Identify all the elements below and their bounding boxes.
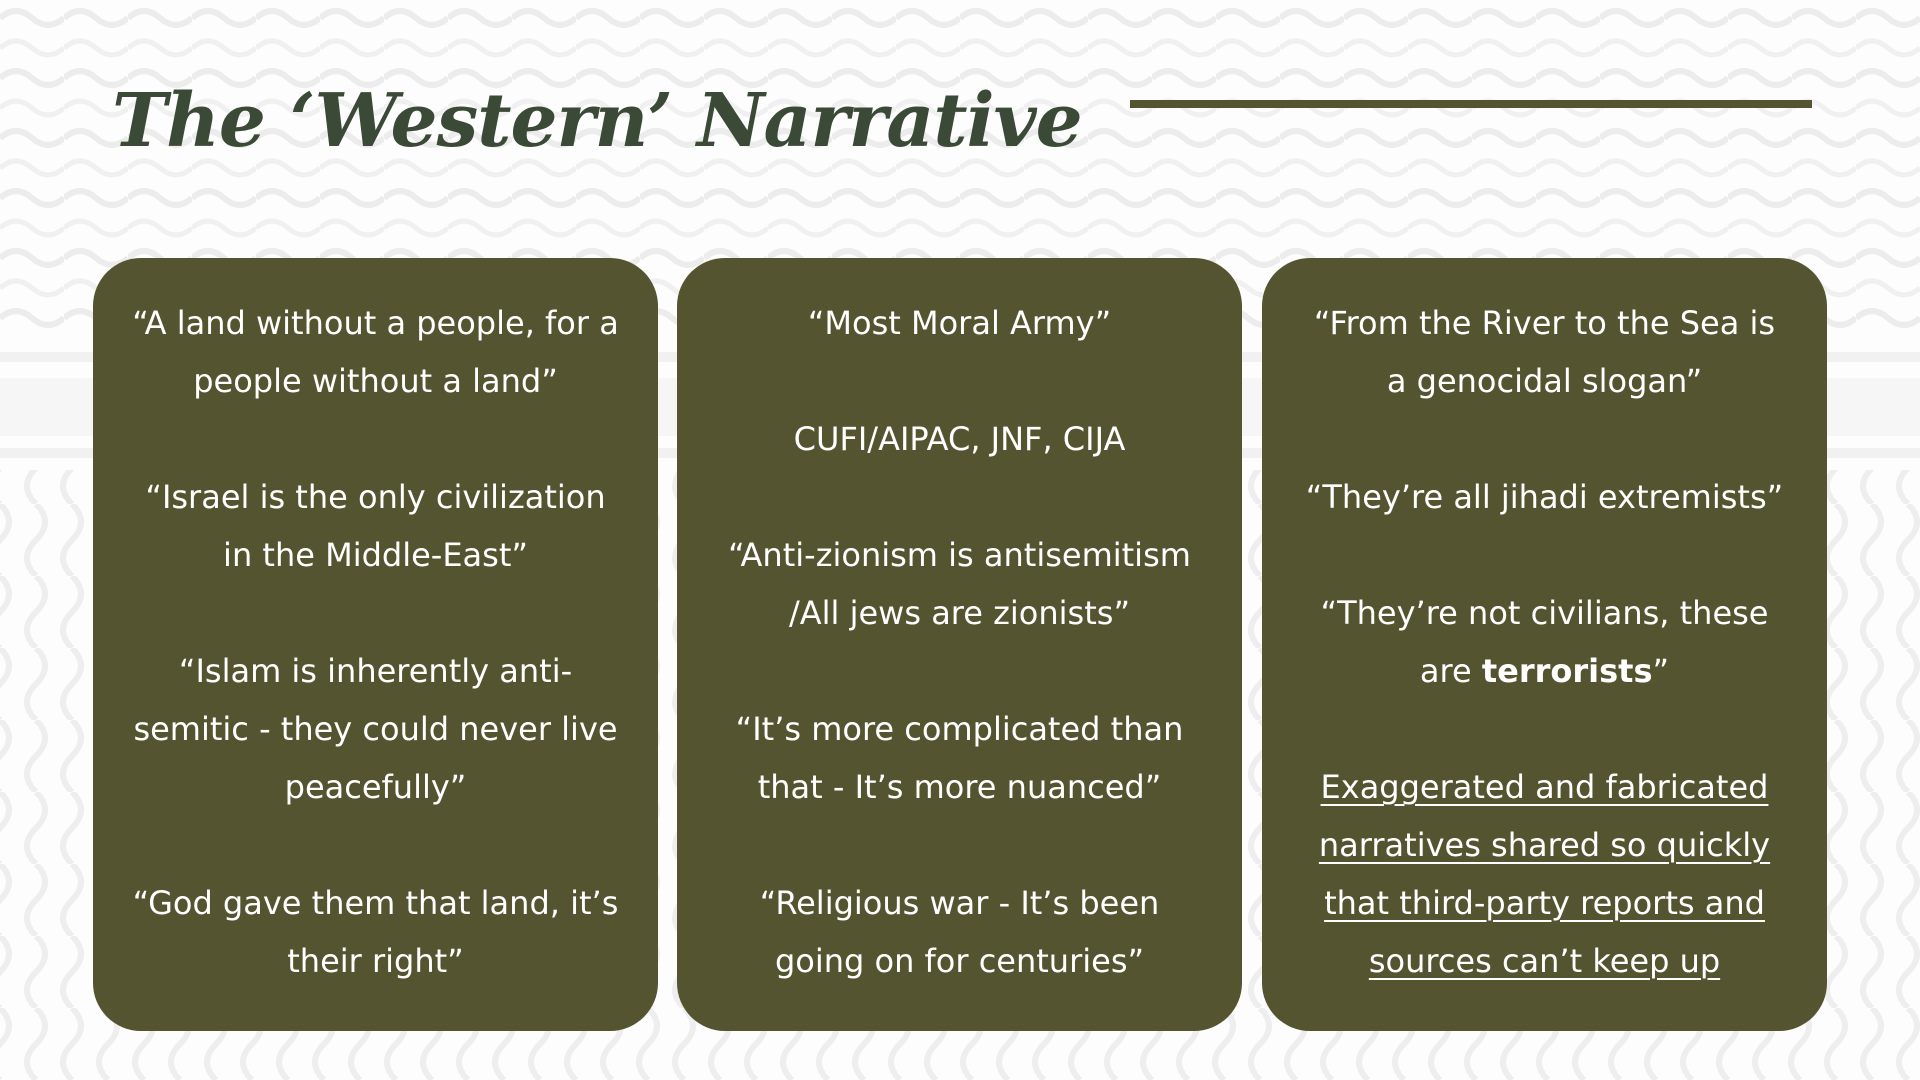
- quote-most-moral-army: “Most Moral Army”: [807, 304, 1112, 342]
- quote-more-complicated: “It’s more complicated than that - It’s more nuanced”: [735, 710, 1184, 806]
- narrative-card-1: [93, 258, 658, 1031]
- slide-title: The ‘Western’ Narrative: [112, 78, 1082, 164]
- quote-anti-zionism: “Anti-zionism is antisemitism /All jews are zionists”: [728, 536, 1191, 632]
- narrative-card-3: [1262, 258, 1827, 1031]
- quote-only-civilization: “Israel is the only civilization in the Middle-East”: [145, 478, 606, 574]
- quote-not-civilians: [1300, 584, 1790, 700]
- quote-organizations: CUFI/AIPAC, JNF, CIJA: [793, 420, 1126, 458]
- quote-terrorists-bold: terrorists: [1481, 652, 1653, 690]
- quote-not-civilians-text: “They’re not civilians, these are: [1320, 594, 1769, 690]
- quote-religious-war: “Religious war - It’s been going on for centuries”: [759, 884, 1160, 980]
- quote-islam-antisemitic: “Islam is inherently anti-semitic - they could never live peacefully”: [133, 652, 618, 806]
- quote-god-gave-land: “God gave them that land, it’s their right”: [132, 884, 619, 980]
- title-divider-line: [1130, 100, 1812, 108]
- quote-river-to-sea: “From the River to the Sea is a genocidal slogan”: [1313, 304, 1776, 400]
- narrative-card-2: [677, 258, 1242, 1031]
- quote-jihadi-extremists: “They’re all jihadi extremists”: [1305, 478, 1784, 516]
- quote-not-civilians-close: ”: [1652, 652, 1670, 690]
- quote-land-without-people: “A land without a people, for a people without a land”: [132, 304, 619, 400]
- underlined-note-fabricated-narratives: Exaggerated and fabricated narratives shared so quickly that third-party reports and sources can’t keep up: [1318, 768, 1771, 980]
